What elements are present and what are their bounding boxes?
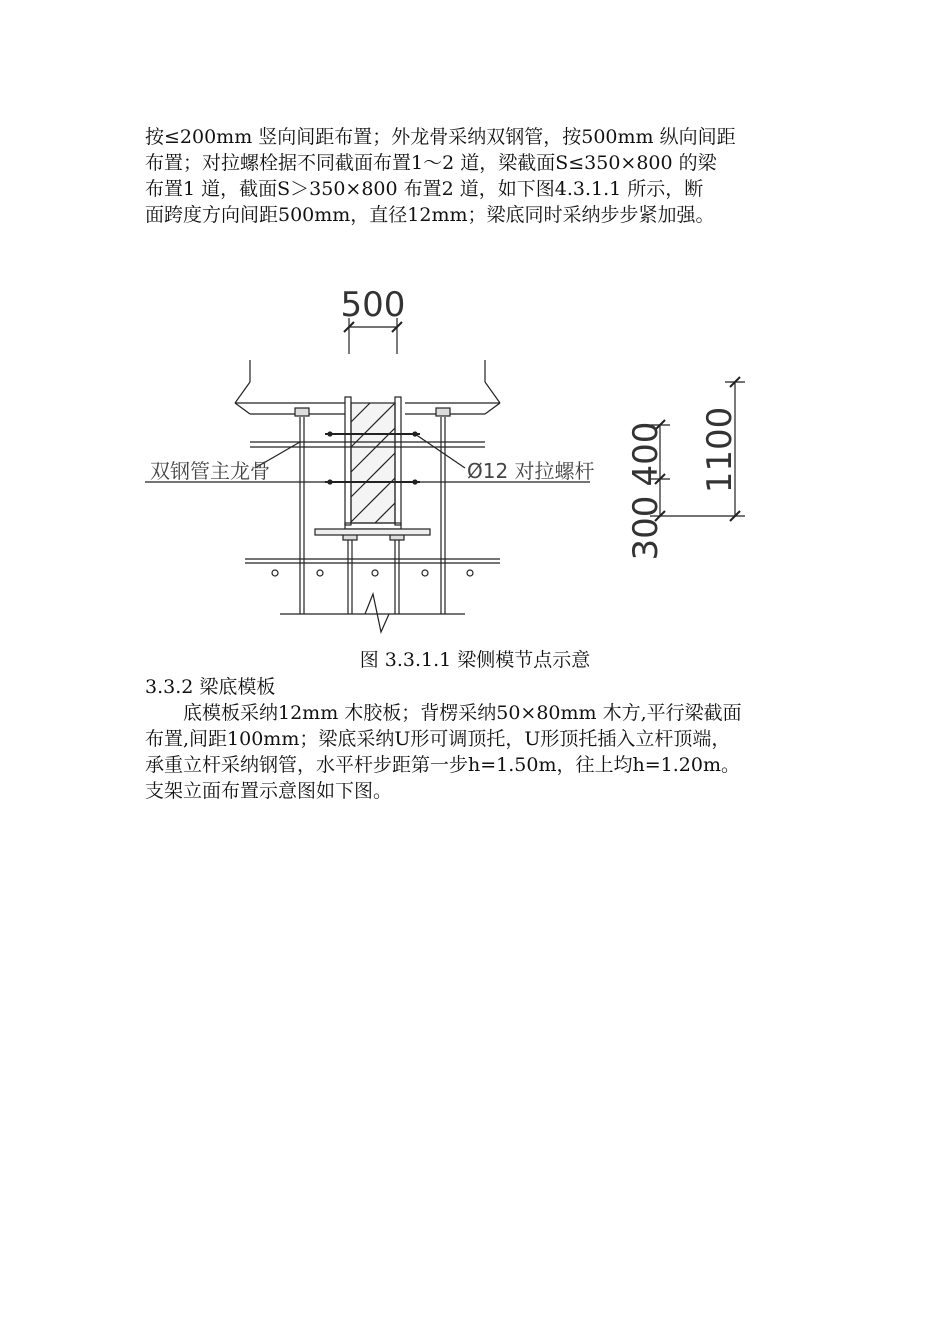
dim-300-label: 300 [626, 495, 666, 561]
body-paragraph-2 [145, 674, 810, 804]
paragraph-line: 支架立面布置示意图如下图。 [145, 780, 393, 802]
beam-side-formwork-diagram [145, 282, 785, 642]
dim-1100-label: 1100 [700, 406, 740, 494]
label-double-steel-ledger: 双钢管主龙骨 [150, 459, 270, 483]
paragraph-line: 布置1 道，截面S＞350×800 布置2 道，如下图4.3.1.1 所示，断 [145, 178, 704, 200]
paragraph-line: 底模板采纳12mm 木胶板；背楞采纳50×80mm 木方,平行梁截面 [145, 702, 742, 724]
section-heading: 3.3.2 梁底模板 [145, 676, 276, 698]
beam-section [345, 397, 401, 529]
dim-400-label: 400 [626, 421, 666, 487]
beam-bottom-support [245, 529, 500, 632]
paragraph-line: 布置；对拉螺栓据不同截面布置1～2 道，梁截面S≤350×800 的梁 [145, 152, 717, 174]
paragraph-line: 面跨度方向间距500mm，直径12mm；梁底同时采纳步步紧加强。 [145, 204, 715, 226]
paragraph-line: 承重立杆采纳钢管，水平杆步距第一步h=1.50m，往上均h=1.20m。 [145, 754, 740, 776]
label-tie-rod: Ø12 对拉螺杆 [467, 459, 595, 483]
figure-caption: 图 3.3.1.1 梁侧模节点示意 [359, 649, 591, 671]
dim-500-label: 500 [340, 285, 406, 325]
paragraph-line: 按≤200mm 竖向间距布置；外龙骨采纳双钢管，按500mm 纵向间距 [145, 126, 736, 148]
paragraph-line: 布置,间距100mm；梁底采纳U形可调顶托，U形顶托插入立杆顶端， [145, 728, 731, 750]
body-paragraph-1 [145, 124, 810, 228]
